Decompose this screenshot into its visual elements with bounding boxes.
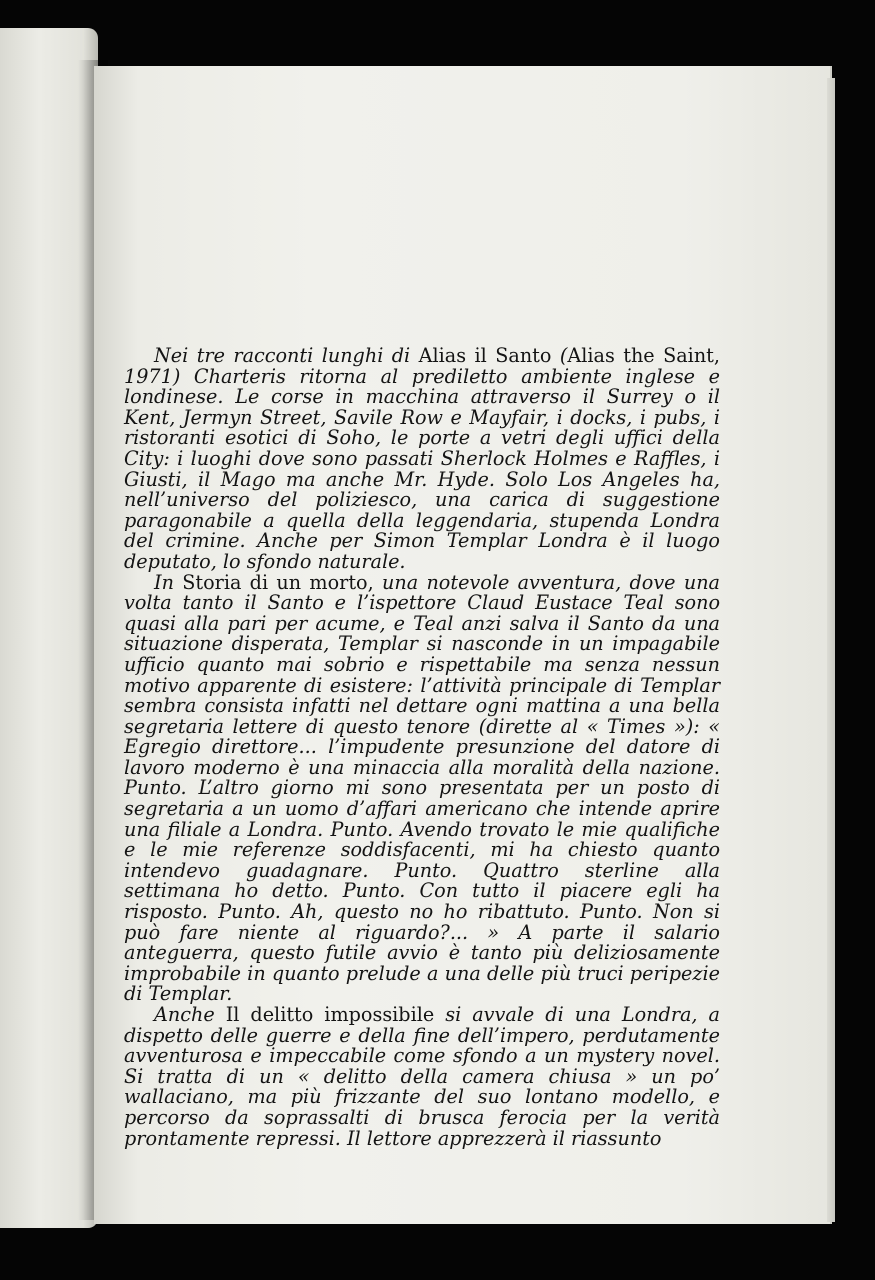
story-title-il-delitto-impossibile: Il delitto impossibile — [225, 1003, 435, 1026]
text-run: si avvale di una Londra, a dispetto delle guerre e della fine dell’impero, perdutamente avventurosa e impeccabile come sfondo a un mystery novel. Si tratta di un « delitto della camera chiusa » un po’ wallaciano, ma più frizzante del suo lontano modello, e percorso da soprassalti di brusca ferocia per la verità prontamente repressi. Il lettore apprezzerà il riassunto — [124, 1003, 720, 1150]
book-title-alias-il-santo: Alias il Santo — [418, 344, 552, 367]
story-title-storia-di-un-morto: Storia di un morto, — [182, 570, 374, 594]
text-run: In — [154, 570, 183, 594]
text-run: una notevole avventura, dove una volta tanto il Santo e l’ispettore Claud Eustace Teal sono quasi alla pari per acume, e Teal anzi salva il Santo da una situazione disperata, Templar si nasconde in un impagabile ufficio quanto mai sobrio e rispettabile ma senza nessun motivo apparente di esistere: l’attività principale di Templar sembra consista infatti nel dettare ogni mattina a una bella segretaria lettere di questo tenore (dirette al « Times »): « Egregio direttore... l’impudente presunzione del datore di lavoro moderno è una minaccia alla moralità della nazione. Punto. L’altro giorno mi sono presentata per un posto di segretaria a un uomo d’affari americano che intende aprire una filiale a Londra. Punto. Avendo trovato le mie qualifiche e le mie referenze soddisfacenti, mi ha chiesto quanto intendevo guadagnare. Punto. Quattro sterline alla settimana ho detto. Punto. Con tutto il piacere egli ha risposto. Punto. Ah, questo no ho ribattuto. Punto. Non si può fare niente al riguardo?... » A parte il salario anteguerra, questo futile avvio è tanto più deliziosamente improbabile in quanto prelude a una delle più truci peripezie di Templar. — [124, 570, 720, 1006]
text-run: Anche — [154, 1003, 226, 1026]
text-run: 1971) Charteris ritorna al prediletto ambiente inglese e londinese. Le corse in macchina attraverso il Surrey o il Kent, Jermyn Street, Savile Row e Mayfair, i docks, i pubs, i ristoranti esotici di Soho, le porte a vetri degli uffici della City: i luoghi dove sono passati Sherlock Holmes e Raffles, i Giusti, il Mago ma anche Mr. Hyde. Solo Los Angeles ha, nell’universo del poliziesco, una carica di suggestione paragonabile a quella della leggendaria, stupenda Londra del crimine. Anche per Simon Templar Londra è il luogo deputato, lo sfondo naturale. — [124, 364, 720, 573]
paragraph-2 — [124, 570, 720, 1006]
text-run: Nei tre racconti lunghi di — [154, 344, 419, 367]
paragraph-3 — [124, 1005, 720, 1149]
text-run: ( — [551, 344, 568, 367]
original-title: Alias the Saint, — [567, 344, 720, 367]
page-stack-edge — [827, 78, 835, 1222]
paragraph-1 — [124, 346, 720, 573]
page-text — [124, 346, 720, 1149]
